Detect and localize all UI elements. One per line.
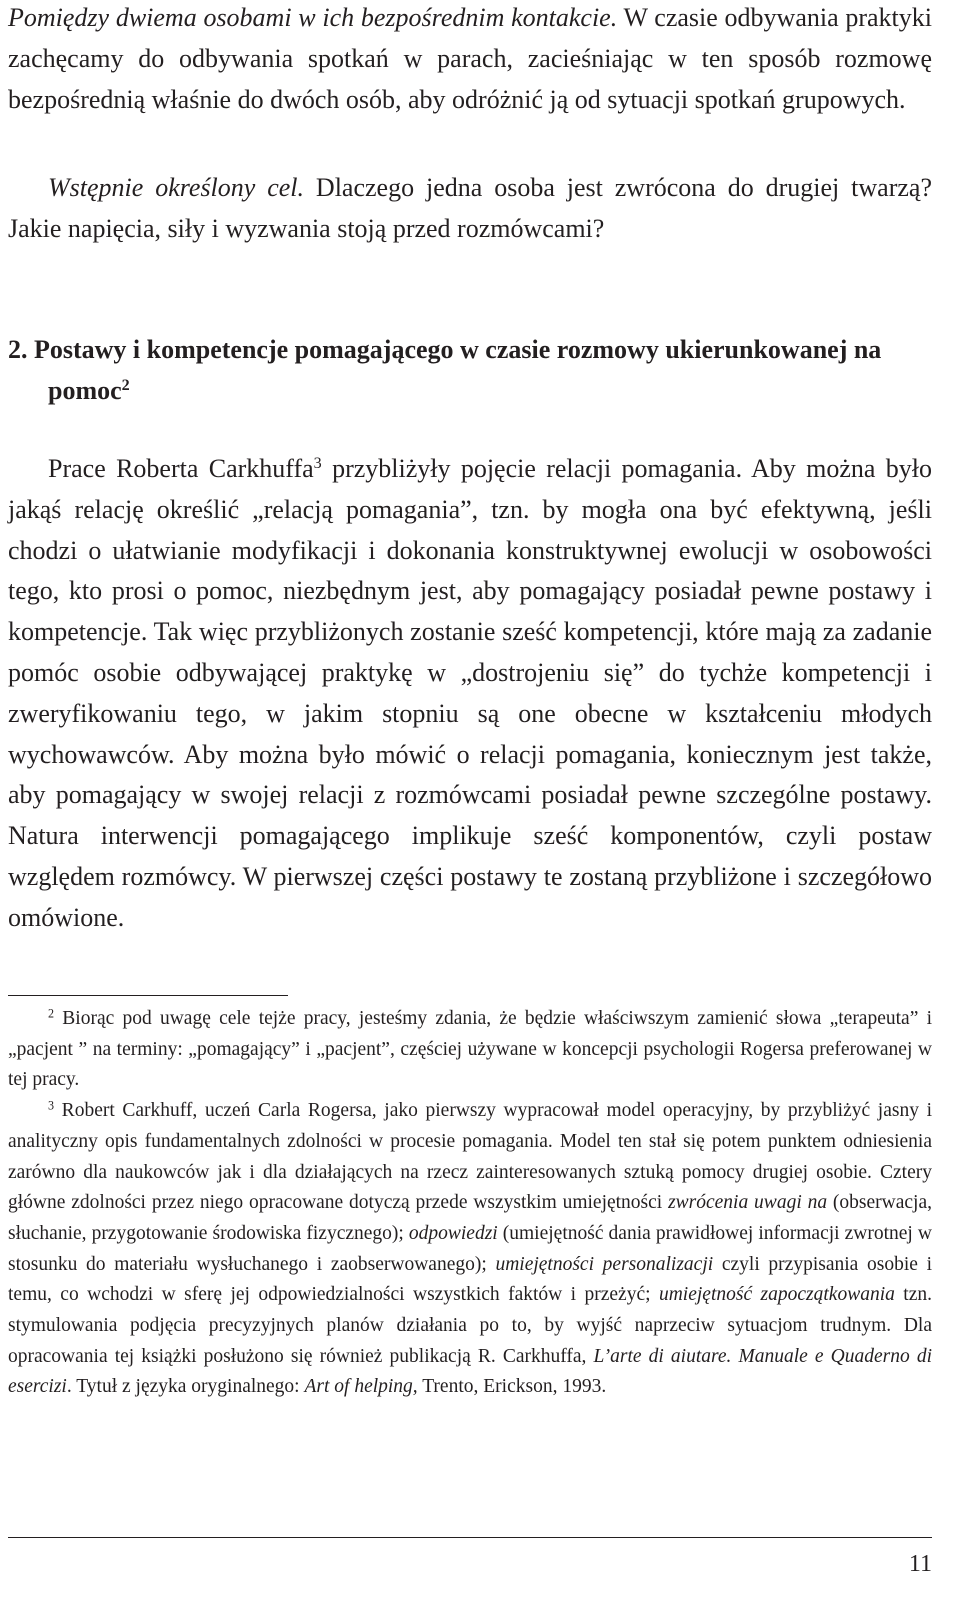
footnote-text: (obserwacja, słuchanie, przygotowanie środowiska fizycznego); — [8, 1192, 932, 1244]
footnote-divider — [8, 995, 288, 996]
footnote-text: tzn. stymulowania podjęcia precyzyjnych planów działania po to, by wyjść naprzeciw sytuacjom trudnym. Dla opracowania tej książki posłużono się również publikacją R. Carkhuffa, — [8, 1284, 933, 1367]
section-heading — [8, 330, 932, 412]
footnote-italic: umiejętność zapoczątkowania — [658, 1284, 895, 1306]
footnote-text: (umiejętność dania prawidłowej informacji zwrotnej w stosunku do materiału wysłuchanego i zaobserwowanego); — [8, 1222, 932, 1275]
footnote-3 — [8, 1096, 932, 1403]
footnote-mark: 2 — [48, 1006, 55, 1021]
page-number: 11 — [908, 1551, 932, 1577]
paragraph-italic-lead: Wstępnie określony cel. — [48, 173, 305, 202]
page-bottom-rule — [8, 1537, 932, 1538]
footnote-italic: odpowiedzi — [408, 1222, 498, 1244]
footnote-text: . Tytuł z języka oryginalnego: — [66, 1376, 305, 1398]
footnote-text: Biorąc pod uwagę cele tejże pracy, jesteśmy zdania, że będzie właściwszym zamienić słowa „terapeuta” i „pacjent ” na terminy: „pomagający” i „pacjent”, częściej używane w koncepcji psychologii Rogersa preferowanej w tej pracy. — [8, 1008, 932, 1091]
footnote-2 — [8, 1004, 932, 1096]
paragraph-text: Prace Roberta Carkhuffa — [48, 454, 314, 483]
footnote-ref: 2 — [121, 376, 130, 394]
paragraph-carkhuff — [8, 449, 932, 939]
footnote-text: Trento, Erickson, 1993. — [417, 1376, 607, 1398]
paragraph-text: Dlaczego jedna osoba jest zwrócona do drugiej twarzą? Jakie napięcia, siły i wyzwania stoją przed rozmówcami? — [8, 173, 932, 243]
section-title: Postawy i kompetencje pomagającego w czasie rozmowy ukierunkowanej na pomoc — [34, 335, 882, 405]
paragraph-pairs — [8, 0, 932, 120]
footnote-italic: L’arte di aiutare. Manuale e Quaderno di esercizi — [8, 1345, 933, 1398]
paragraph-goal — [8, 168, 932, 250]
footnote-mark: 3 — [48, 1098, 55, 1113]
footnote-ref: 3 — [313, 455, 322, 473]
footnote-italic: Art of helping, — [304, 1376, 418, 1398]
footnote-italic: zwrócenia uwagi na — [668, 1192, 828, 1214]
paragraph-text: W czasie odbywania praktyki zachęcamy do odbywania spotkań w parach, zacieśniając w ten sposób rozmowę bezpośrednią właśnie do dwóch osób, aby odróżnić ją od sytuacji spotkań grupowych. — [8, 3, 933, 114]
footnotes — [8, 1004, 932, 1403]
paragraph-italic-lead: Pomiędzy dwiema osobami w ich bezpośrednim kontakcie. — [8, 3, 618, 32]
section-number: 2. — [8, 335, 28, 364]
footnote-text: czyli przypisania osobie i temu, co wchodzi w sferę jej odpowiedzialności wszystkich faktów i przeżyć; — [8, 1253, 932, 1306]
footnote-italic: umiejętności personalizacji — [495, 1253, 714, 1275]
paragraph-text: przybliżyły pojęcie relacji pomagania. Aby można było jakąś relację określić „relacją pomagania”, tzn. by mogła ona być efektywną, jeśli chodzi o ułatwianie modyfikacji i dokonania konstruktywnej ewolucji w osobowości tego, kto prosi o pomoc, niezbędnym jest, aby pomagający posiadał pewne postawy i kompetencje. Tak więc przybliżonych zostanie sześć kompetencji, które mają za zadanie pomóc osobie odbywającej praktykę w „dostrojeniu się” do tychże kompetencji i zweryfikowaniu tego, w jakim stopniu są one obecne w kształceniu młodych wychowawców. Aby można było mówić o relacji pomagania, koniecznym jest także, aby pomagający w swojej relacji z rozmówcami posiadał pewne szczególne postawy. Natura interwencji pomagającego implikuje sześć komponentów, czyli postaw względem rozmówcy. W pierwszej części postawy te zostaną przybliżone i szczegółowo omówione. — [8, 454, 932, 932]
footnote-text: Robert Carkhuff, uczeń Carla Rogersa, jako pierwszy wypracował model operacyjny, by przybliżyć jasny i analityczny opis fundamentalnych zdolności w procesie pomagania. Model ten stał się potem punktem odniesienia zarówno dla naukowców jak i dla działających na rzecz zainteresowanych sztuką pomocy drugiej osobie. Cztery główne zdolności przez niego opracowane dotyczą przede wszystkim umiejętności — [8, 1100, 932, 1214]
